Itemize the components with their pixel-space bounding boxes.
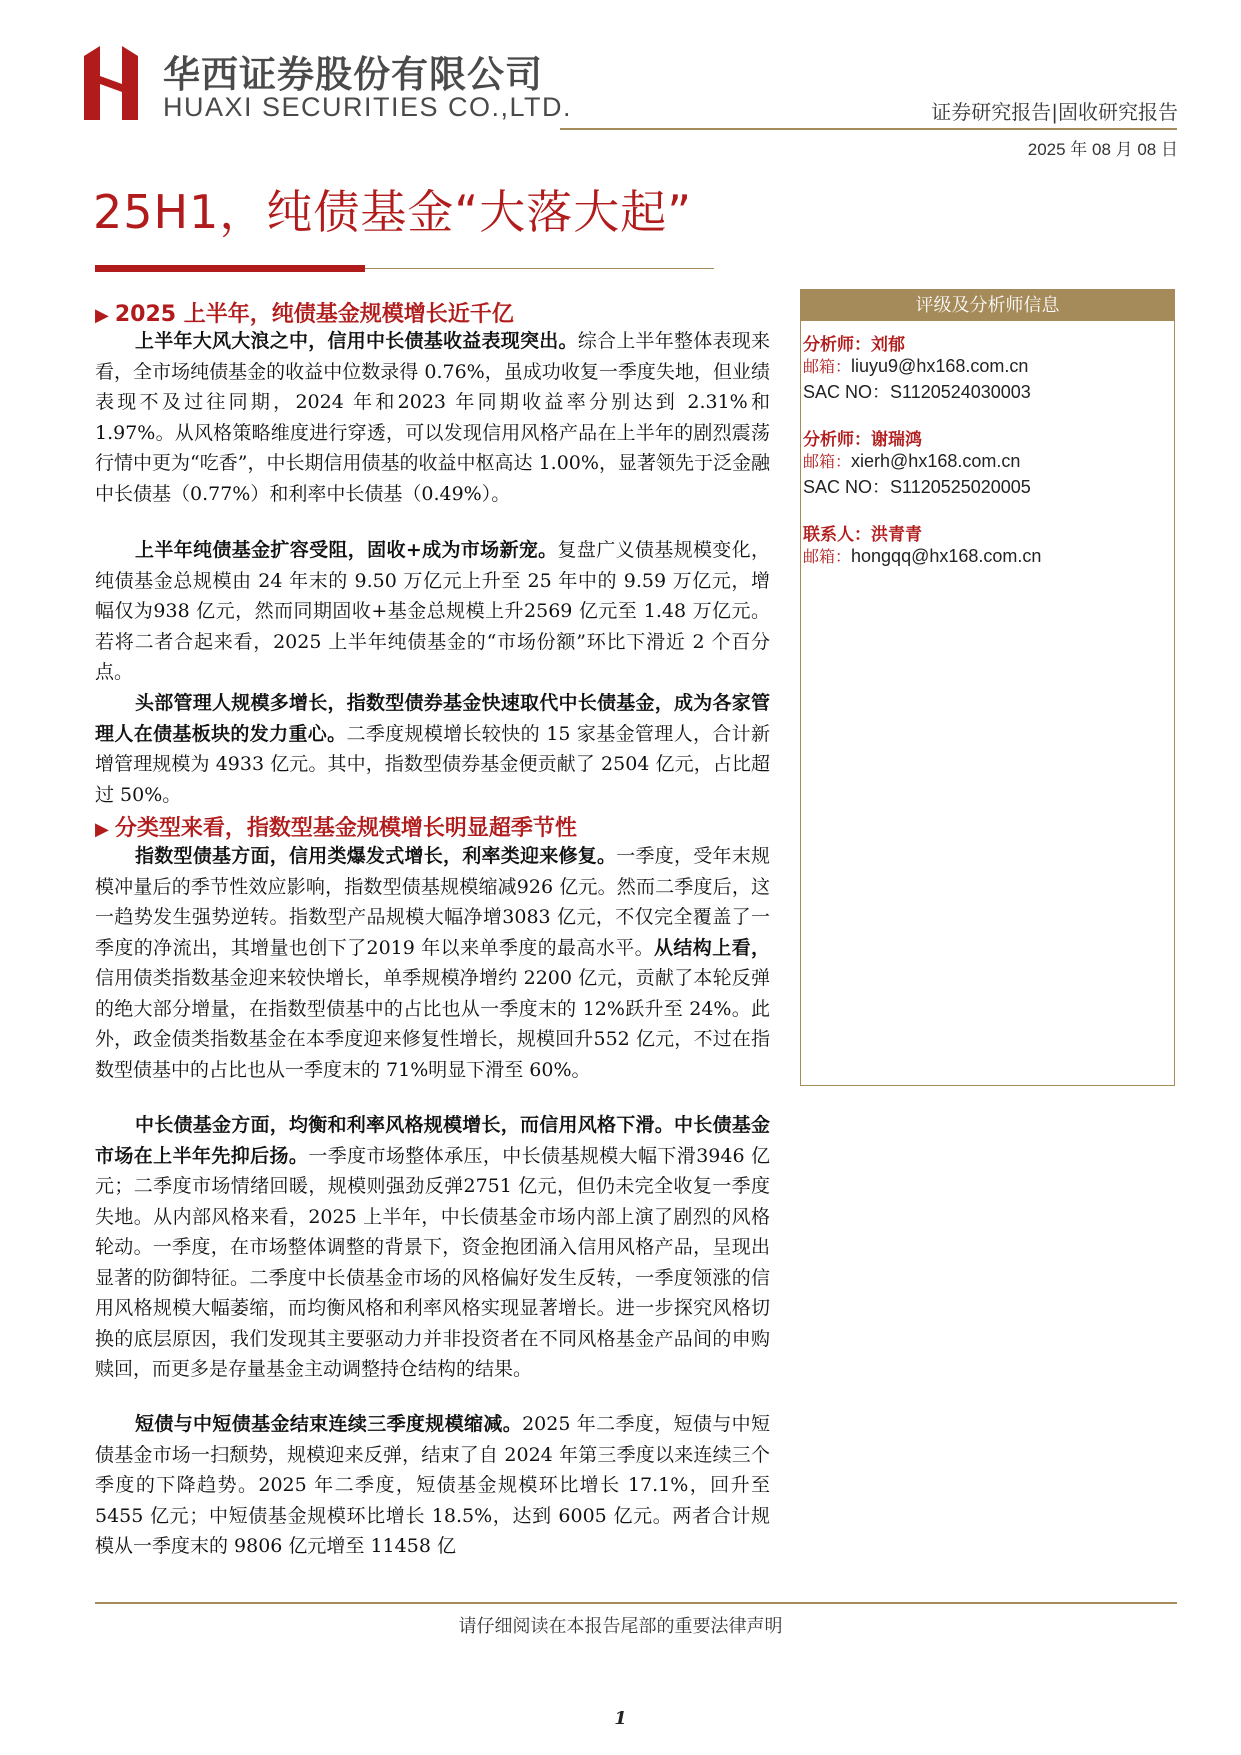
analyst-info-title: 评级及分析师信息 xyxy=(801,290,1174,321)
analyst-name: 分析师：谢瑞鸿 xyxy=(803,430,922,450)
page-number: 1 xyxy=(614,1708,627,1729)
paragraph-lead: 指数型债基方面，信用类爆发式增长，利率类迎来修复。 xyxy=(135,845,617,867)
email-label: 邮箱： xyxy=(803,357,852,376)
paragraph-lead: 上半年大风大浪之中，信用中长债基收益表现突出。 xyxy=(135,330,578,352)
title-underline-rule xyxy=(365,268,714,269)
analyst-sac: SAC NO：S1120525020005 xyxy=(803,477,1031,497)
analyst-sac: SAC NO：S1120524030003 xyxy=(803,382,1031,402)
report-type: 证券研究报告|固收研究报告 xyxy=(931,100,1178,124)
section-heading xyxy=(95,297,514,328)
footer-divider xyxy=(95,1602,1177,1604)
email-label: 邮箱： xyxy=(803,452,852,471)
email-link[interactable]: hongqq@hx168.com.cn xyxy=(851,546,1042,566)
paragraph-lead: 短债与中短债基金结束连续三季度规模缩减。 xyxy=(135,1413,523,1435)
paragraph xyxy=(95,326,770,509)
paragraph-body: 一季度，受年末规模冲量后的季节性效应影响，指数型债基规模缩减926 亿元。然而二季度后，这一趋势发生强势逆转。指数型产品规模大幅净增3083 亿元，不仅完全覆盖了一季度的净流出，其增量也创下了2019 年以来单季度的最高水平。 xyxy=(95,845,770,959)
title-underline-bar xyxy=(95,265,365,272)
paragraph-body: 2025 年二季度，短债与中短债基金市场一扫颓势，规模迎来反弹，结束了自 2024 年第三季度以来连续三个季度的下降趋势。2025 年二季度，短债基金规模环比增长 17.1%，回升至 5455 亿元；中短债基金规模环比增长 18.5%，达到 6005 亿元。两者合计规模从一季度末的 9806 亿元增至 11458 亿 xyxy=(95,1413,770,1557)
triangle-bullet-icon: ▶ xyxy=(95,819,109,840)
paragraph-body: 一季度市场整体承压，中长债基规模大幅下滑3946 亿元；二季度市场情绪回暖，规模则强劲反弹2751 亿元，但仍未完全收复一季度失地。从内部风格来看，2025 上半年，中长债基金市场内部上演了剧烈的风格轮动。一季度，在市场整体调整的背景下，资金抱团涌入信用风格产品，呈现出显著的防御特征。二季度中长债基金市场的风格偏好发生反转，一季度领涨的信用风格规模大幅萎缩，而均衡风格和利率风格实现显著增长。进一步探究风格切换的底层原因，我们发现其主要驱动力并非投资者在不同风格基金产品间的申购赎回，而更多是存量基金主动调整持仓结构的结果。 xyxy=(95,1144,770,1380)
analyst-info-box xyxy=(800,289,1175,1086)
section-heading xyxy=(95,811,577,842)
footer-legal-note: 请仔细阅读在本报告尾部的重要法律声明 xyxy=(458,1616,783,1637)
huaxi-logo-icon xyxy=(78,46,144,120)
section-heading-text: 分类型来看，指数型基金规模增长明显超季节性 xyxy=(114,816,577,841)
company-name-en: HUAXI SECURITIES CO.,LTD. xyxy=(163,92,573,122)
paragraph-lead: 上半年纯债基金扩容受阻，固收+成为市场新宠。 xyxy=(135,539,558,561)
email-link[interactable]: xierh@hx168.com.cn xyxy=(851,451,1021,471)
paragraph xyxy=(95,688,770,810)
paragraph xyxy=(95,1110,770,1385)
paragraph xyxy=(95,841,770,1085)
paragraph-lead: 头部管理人规模多增长，指数型债券基金快速取代中长债基金，成为各家管理人在债基板块的发力重心。 xyxy=(95,692,770,745)
section-heading-text: 2025 上半年，纯债基金规模增长近千亿 xyxy=(114,302,514,327)
paragraph-body: 信用债类指数基金迎来较快增长，单季规模净增约 2200 亿元，贡献了本轮反弹的绝大部分增量，在指数型债基中的占比也从一季度末的 12%跃升至 24%。此外，政金债类指数基金在本季度迎来修复性增长，规模回升552 亿元，不过在指数型债基中的占比也从一季度末的 71%明显下滑至 60%。 xyxy=(95,967,770,1081)
header-divider xyxy=(560,128,1177,130)
company-name-cn: 华西证券股份有限公司 xyxy=(163,53,543,96)
triangle-bullet-icon: ▶ xyxy=(95,305,109,326)
contact-email xyxy=(803,544,1041,567)
paragraph xyxy=(95,1409,770,1562)
paragraph-lead: 中长债基金方面，均衡和利率风格规模增长，而信用风格下滑。中长债基金市场在上半年先抑后扬。 xyxy=(95,1114,770,1167)
paragraph-body: 综合上半年整体表现来看，全市场纯债基金的收益中位数录得 0.76%，虽成功收复一季度失地，但业绩表现不及过往同期，2024 年和2023 年同期收益率分别达到 2.31%和 1.97%。从风格策略维度进行穿透，可以发现信用风格产品在上半年的剧烈震荡行情中更为“吃香”，中长期信用债基的收益中枢高达 1.00%，显著领先于泛金融中长债基（0.77%）和利率中长债基（0.49%）。 xyxy=(95,330,770,505)
analyst-email xyxy=(803,449,1020,472)
paragraph-body: 二季度规模增长较快的 15 家基金管理人，合计新增管理规模为 4933 亿元。其中，指数型债券基金便贡献了 2504 亿元，占比超过 50%。 xyxy=(95,722,770,806)
analyst-name: 分析师：刘郁 xyxy=(803,335,905,355)
report-title: 25H1，纯债基金“大落大起” xyxy=(93,185,693,239)
contact-name: 联系人：洪青青 xyxy=(803,525,922,545)
paragraph-lead: 从结构上看， xyxy=(654,936,770,959)
report-date: 2025 年 08 月 08 日 xyxy=(1027,140,1178,159)
email-link[interactable]: liuyu9@hx168.com.cn xyxy=(851,356,1029,376)
analyst-email xyxy=(803,354,1028,377)
email-label: 邮箱： xyxy=(803,547,852,566)
paragraph-body: 复盘广义债基规模变化，纯债基金总规模由 24 年末的 9.50 万亿元上升至 25 年中的 9.59 万亿元，增幅仅为938 亿元，然而同期固收+基金总规模上升2569 亿元至 1.48 万亿元。若将二者合起来看，2025 上半年纯债基金的“市场份额”环比下滑近 2 个百分点。 xyxy=(95,539,770,683)
paragraph xyxy=(95,535,770,688)
